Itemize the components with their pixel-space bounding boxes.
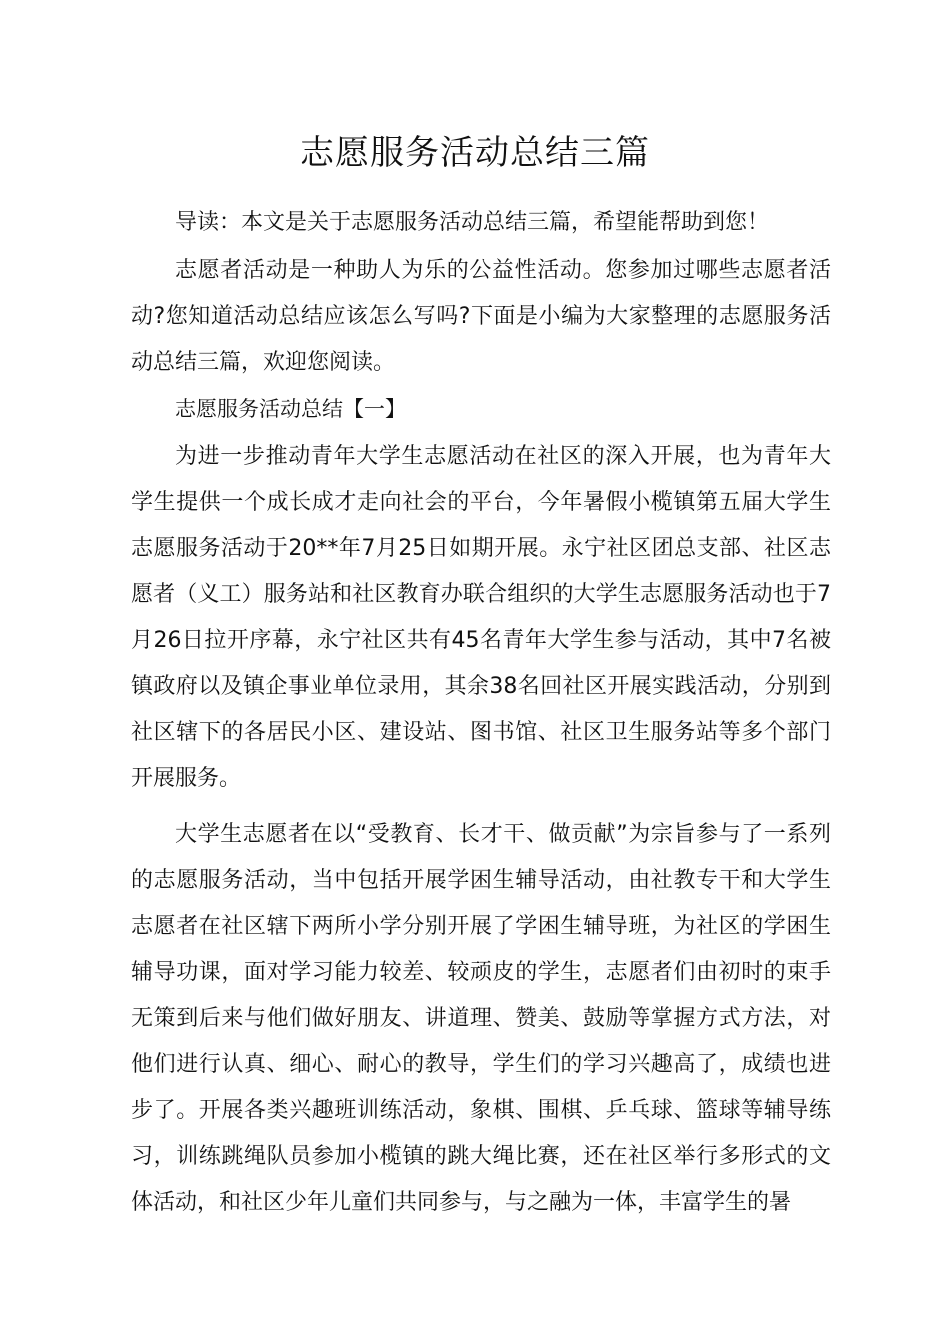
section-heading: 志愿服务活动总结【一】: [175, 397, 406, 421]
paragraph-background: 为进一步推动青年大学生志愿活动在社区的深入开展，也为青年大学生提供一个成长成才走向社会的平台，今年暑假小榄镇第五届大学生志愿服务活动于20**年7月25日如期开展。永宁社区团总支部、社区志愿者（义工）服务站和社区教育办联合组织的大学生志愿服务活动也于7月26日拉开序幕，永宁社区共有45名青年大学生参与活动，其中7名被镇政府以及镇企事业单位录用，其余38名回社区开展实践活动，分别到社区辖下的各居民小区、建设站、图书馆、社区卫生服务站等多个部门开展服务。: [131, 444, 831, 791]
document-body: [131, 200, 831, 1226]
document-title: 志愿服务活动总结三篇: [300, 133, 650, 173]
paragraph-overview: 志愿者活动是一种助人为乐的公益性活动。您参加过哪些志愿者活动?您知道活动总结应该怎么写吗?下面是小编为大家整理的志愿服务活动总结三篇，欢迎您阅读。: [131, 258, 831, 375]
paragraph-activities: 大学生志愿者在以“受教育、长才干、做贡献”为宗旨参与了一系列的志愿服务活动，当中包括开展学困生辅导活动，由社教专干和大学生志愿者在社区辖下两所小学分别开展了学困生辅导班，为社区的学困生辅导功课，面对学习能力较差、较顽皮的学生，志愿者们由初时的束手无策到后来与他们做好朋友、讲道理、赞美、鼓励等掌握方式方法，对他们进行认真、细心、耐心的教导，学生们的学习兴趣高了，成绩也进步了。开展各类兴趣班训练活动，象棋、围棋、乒乓球、篮球等辅导练习，训练跳绳队员参加小榄镇的跳大绳比赛，还在社区举行多形式的文体活动，和社区少年儿童们共同参与，与之融为一体，丰富学生的暑: [131, 822, 831, 1215]
intro-paragraph: 导读：本文是关于志愿服务活动总结三篇，希望能帮助到您！: [175, 210, 770, 235]
